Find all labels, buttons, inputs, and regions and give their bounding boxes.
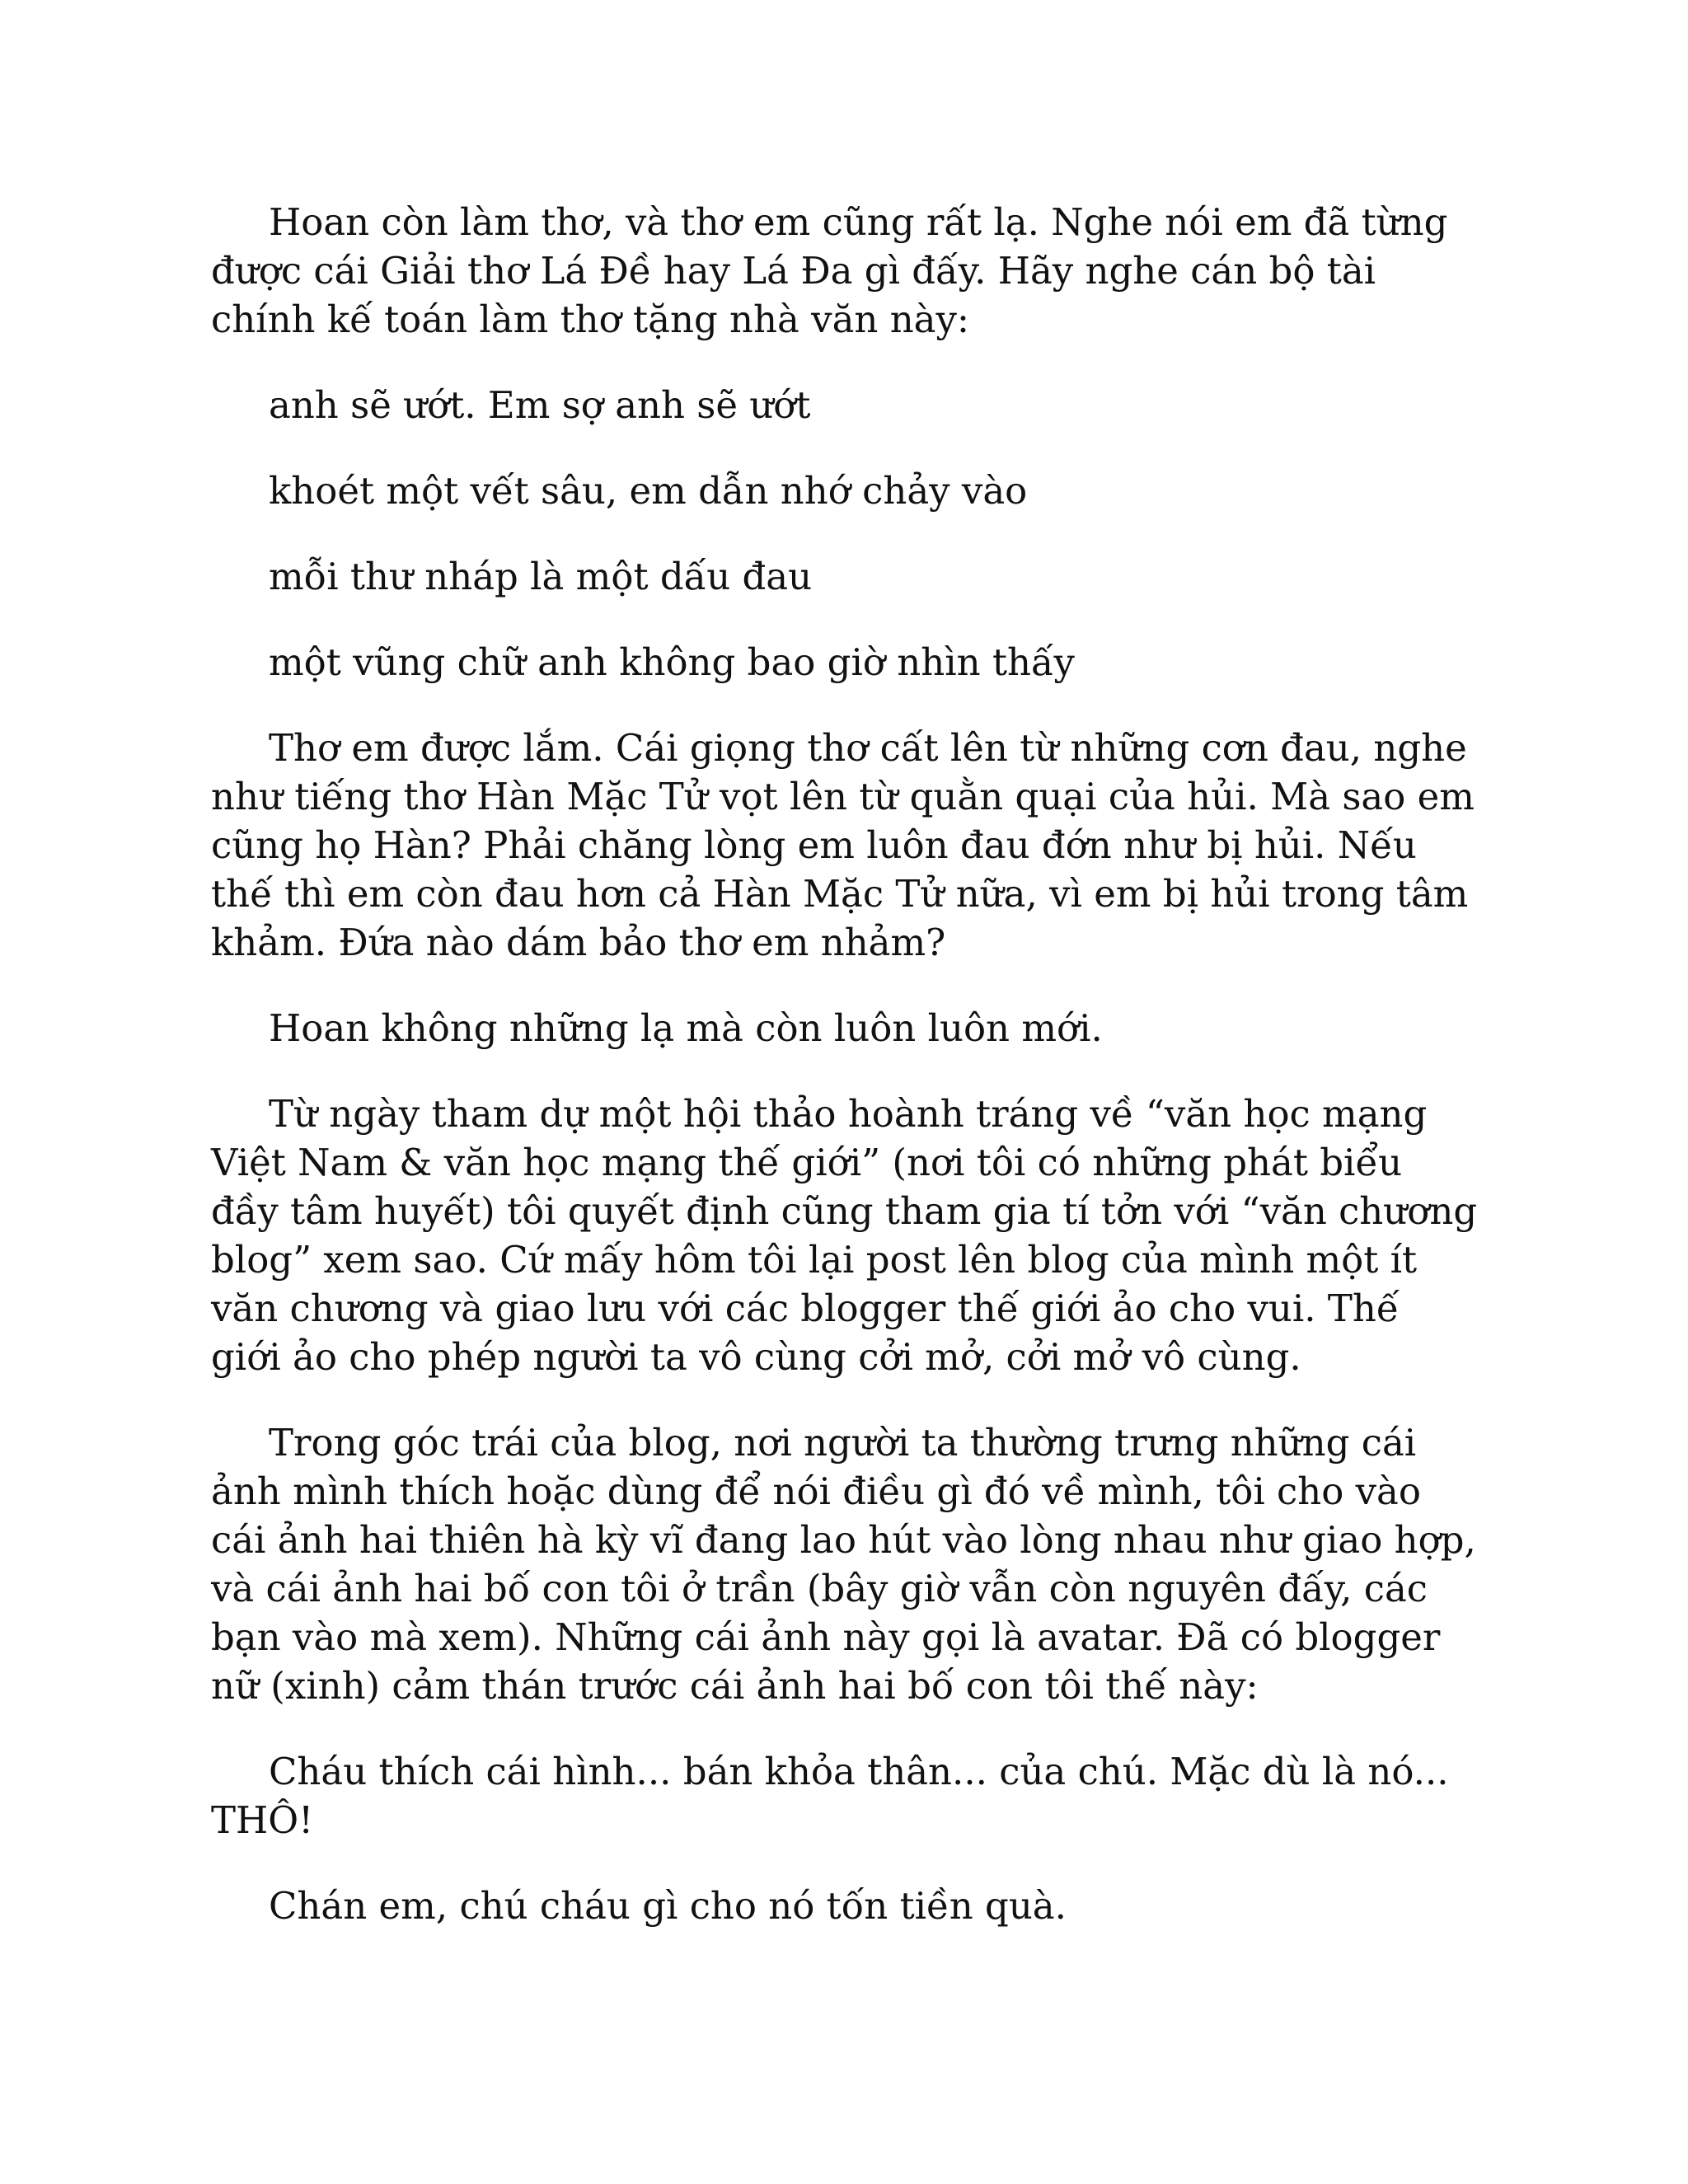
paragraph-closing: Chán em, chú cháu gì cho nó tốn tiền quà.	[269, 1884, 1067, 1928]
paragraph-blog-intro: Từ ngày tham dự một hội thảo hoành tráng về “văn học mạng Việt Nam & văn học mạng thế giới” (nơi tôi có những phát biểu đầy tâm huyết) tôi quyết định cũng tham gia tí tởn với “văn chương blog” xem sao. Cứ mấy hôm tôi lại post lên blog của mình một ít văn chương và giao lưu với các blogger thế giới ảo cho vui. Thế giới ảo cho phép người ta vô cùng cởi mở, cởi mở vô cùng.	[211, 1092, 1478, 1379]
poem-line: khoét một vết sâu, em dẫn nhớ chảy vào	[269, 469, 1028, 513]
document-page	[211, 198, 1480, 1967]
paragraph-quote: Cháu thích cái hình... bán khỏa thân... của chú. Mặc dù là nó... THÔ!	[211, 1750, 1449, 1842]
paragraph-commentary: Thơ em được lắm. Cái giọng thơ cất lên từ những cơn đau, nghe như tiếng thơ Hàn Mặc Tử vọt lên từ quằn quại của hủi. Mà sao em cũng họ Hàn? Phải chăng lòng em luôn đau đớn như bị hủi. Nếu thế thì em còn đau hơn cả Hàn Mặc Tử nữa, vì em bị hủi trong tâm khảm. Đứa nào dám bảo thơ em nhảm?	[211, 726, 1475, 964]
paragraph-avatar: Trong góc trái của blog, nơi người ta thường trưng những cái ảnh mình thích hoặc dùng để nói điều gì đó về mình, tôi cho vào cái ảnh hai thiên hà kỳ vĩ đang lao hút vào lòng nhau như giao hợp, và cái ảnh hai bố con tôi ở trần (bây giờ vẫn còn nguyên đấy, các bạn vào mà xem). Những cái ảnh này gọi là avatar. Đã có blogger nữ (xinh) cảm thán trước cái ảnh hai bố con tôi thế này:	[211, 1421, 1476, 1708]
paragraph-intro: Hoan còn làm thơ, và thơ em cũng rất lạ. Nghe nói em đã từng được cái Giải thơ Lá Đề hay Lá Đa gì đấy. Hãy nghe cán bộ tài chính kế toán làm thơ tặng nhà văn này:	[211, 200, 1448, 341]
poem-block	[211, 381, 1480, 687]
poem-line: mỗi thư nháp là một dấu đau	[269, 555, 813, 598]
poem-line: anh sẽ ướt. Em sợ anh sẽ ướt	[269, 383, 811, 427]
paragraph-short: Hoan không những lạ mà còn luôn luôn mới.	[269, 1006, 1103, 1050]
poem-line: một vũng chữ anh không bao giờ nhìn thấy	[269, 640, 1075, 684]
